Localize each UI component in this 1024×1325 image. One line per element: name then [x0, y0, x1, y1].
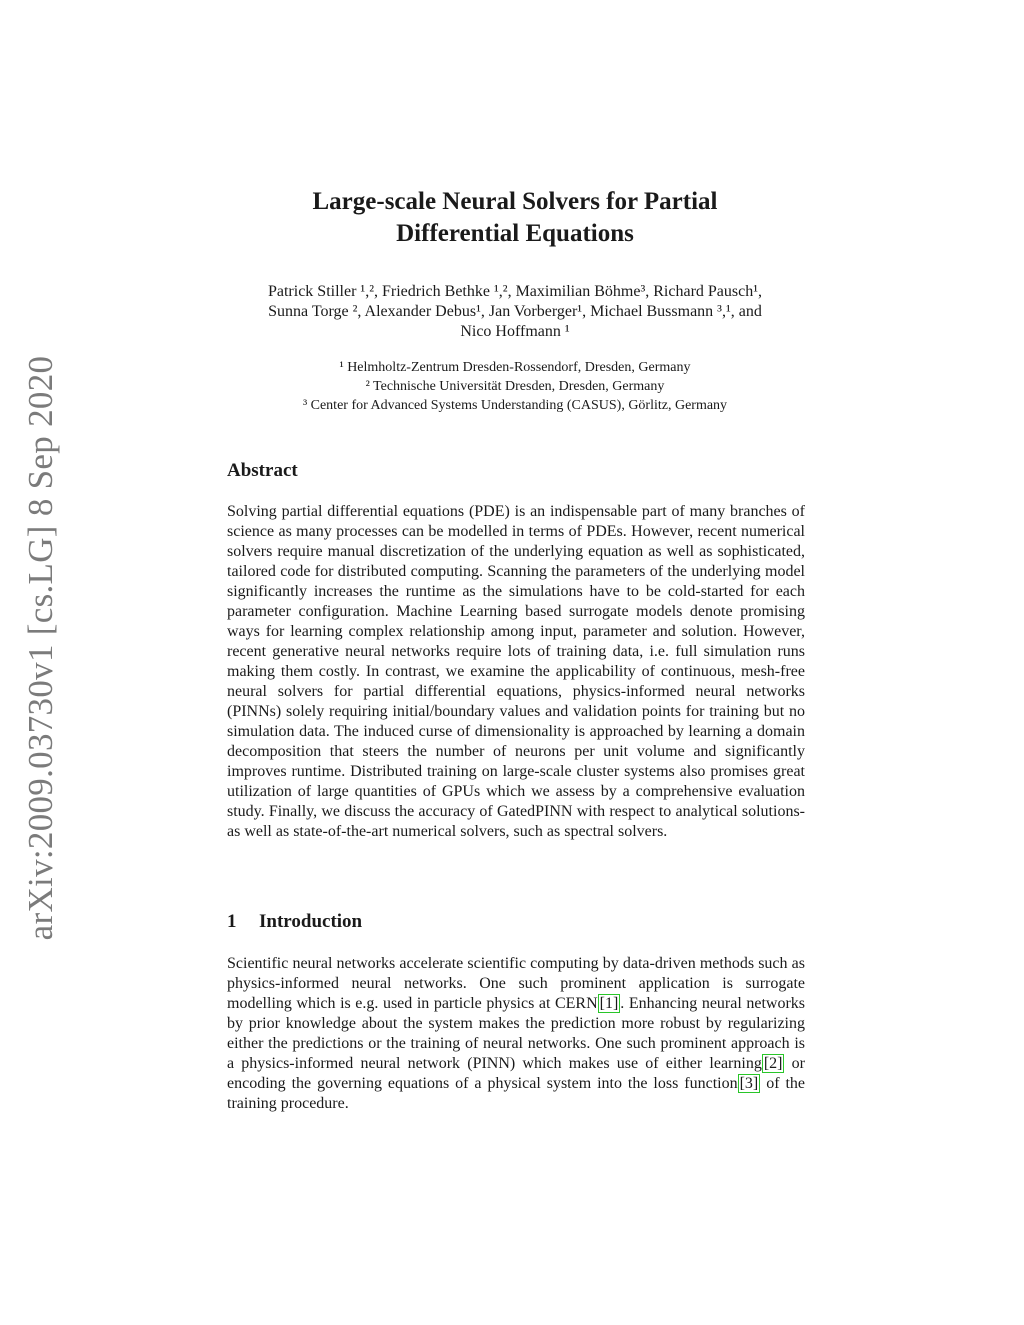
section-heading-introduction [227, 911, 362, 933]
citation-link[interactable]: [3] [739, 1075, 759, 1092]
intro-text: . Enhancing neural networks by prior knowledge about the system makes the prediction more robust by regularizing either the predictions or the training of neural networks. One such prominent approach is a physics-informed neural network (PINN) which makes use of either learning [227, 995, 805, 1072]
intro-text: of the training procedure. [227, 1075, 806, 1112]
title-line-1: Large-scale Neural Solvers for Partial [312, 188, 718, 215]
introduction-paragraph [227, 954, 805, 1114]
section-number: 1 [227, 911, 237, 932]
affiliation-3: ³ Center for Advanced Systems Understanding (CASUS), Görlitz, Germany [302, 398, 728, 413]
intro-text: Scientific neural networks accelerate scientific computing by data-driven methods such as physics-informed neural networks. One such prominent application is surrogate modelling which is e.g. used in particle physics at CERN [227, 955, 805, 1012]
title-line-2: Differential Equations [396, 220, 634, 247]
citation-link[interactable]: [1] [599, 995, 619, 1012]
affiliations [200, 358, 830, 415]
abstract-text: Solving partial differential equations (PDE) is an indispensable part of many branches of science as many processes can be modelled in terms of PDEs. However, recent numerical solvers require manual discretization of the underlying equation as well as sophisticated, tailored code for distributed computing. Scanning the parameters of the underlying model significantly increases the runtime as the simulations have to be cold-started for each parameter configuration. Machine Learning based surrogate models denote promising ways for learning complex relationship among input, parameter and solution. However, recent generative neural networks require lots of training data, i.e. full simulation runs making them costly. In contrast, we examine the applicability of continuous, mesh-free neural solvers for partial differential equations, physics-informed neural networks (PINNs) solely requiring initial/boundary values and validation points for training but no simulation data. The induced curse of dimensionality is approached by learning a domain decomposition that steers the number of neurons per unit volume and significantly improves runtime. Distributed training on large-scale cluster systems also promises great utilization of large quantities of GPUs which we assess by a comprehensive evaluation study. Finally, we discuss the accuracy of GatedPINN with respect to analytical solutions- as well as state-of-the-art numerical solvers, such as spectral solvers. [227, 503, 805, 840]
affiliation-2: ² Technische Universität Dresden, Dresden, Germany [365, 379, 665, 394]
author-line: Nico Hoffmann ¹ [460, 323, 570, 340]
section-title: Introduction [259, 911, 363, 932]
author-line: Sunna Torge ², Alexander Debus¹, Jan Vorberger¹, Michael Bussmann ³,¹, and [268, 303, 762, 320]
arxiv-identifier: arXiv:2009.03730v1 [cs.LG] 8 Sep 2020 [21, 355, 60, 941]
author-line: Patrick Stiller ¹,², Friedrich Bethke ¹,², Maximilian Böhme³, Richard Pausch¹, [267, 283, 763, 300]
paper-title [200, 186, 830, 250]
affiliation-1: ¹ Helmholtz-Zentrum Dresden-Rossendorf, Dresden, Germany [339, 360, 691, 375]
intro-text: or encoding the governing equations of a physical system into the loss function [227, 1055, 805, 1092]
arxiv-sidebar [2, 355, 80, 941]
abstract-heading: Abstract [227, 460, 298, 481]
citation-link[interactable]: [2] [763, 1055, 783, 1072]
author-list [200, 282, 830, 342]
